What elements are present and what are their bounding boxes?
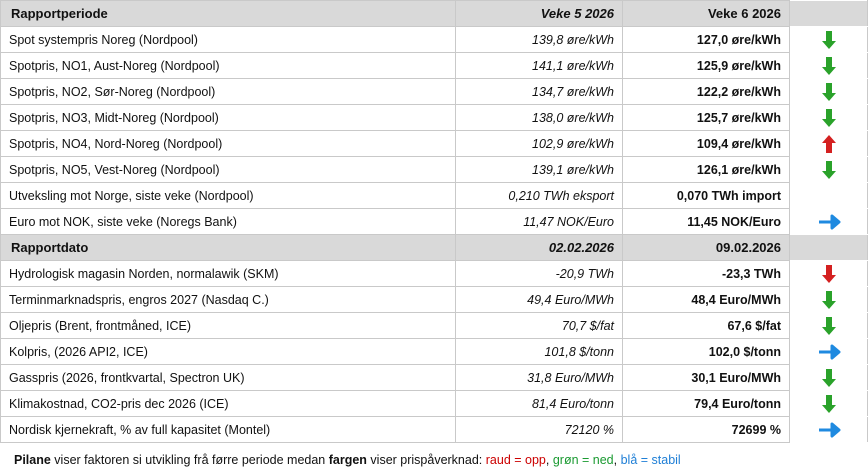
footnote-sep-2: , bbox=[613, 453, 621, 467]
row-label: Spotpris, NO5, Vest-Noreg (Nordpool) bbox=[1, 157, 456, 183]
row-current-value: 125,7 øre/kWh bbox=[623, 105, 790, 131]
footnote-bold-pilane: Pilane bbox=[14, 453, 51, 467]
row-previous-value: 141,1 øre/kWh bbox=[456, 53, 623, 79]
table-row bbox=[1, 417, 868, 443]
right-arrow-icon bbox=[790, 417, 868, 443]
table-row bbox=[1, 53, 868, 79]
row-current-value: 30,1 Euro/MWh bbox=[623, 365, 790, 391]
table-row bbox=[1, 209, 868, 235]
row-label: Spotpris, NO1, Aust-Noreg (Nordpool) bbox=[1, 53, 456, 79]
table-row bbox=[1, 27, 868, 53]
down-arrow-icon bbox=[790, 313, 868, 339]
footnote bbox=[0, 443, 867, 467]
row-current-value: -23,3 TWh bbox=[623, 261, 790, 287]
row-previous-value: -20,9 TWh bbox=[456, 261, 623, 287]
right-arrow-icon bbox=[790, 339, 868, 365]
table-row bbox=[1, 287, 868, 313]
section-header-label: Rapportdato bbox=[1, 235, 456, 261]
row-current-value: 127,0 øre/kWh bbox=[623, 27, 790, 53]
down-arrow-icon bbox=[790, 157, 868, 183]
section-header-current: 09.02.2026 bbox=[623, 235, 790, 261]
row-previous-value: 138,0 øre/kWh bbox=[456, 105, 623, 131]
row-label: Hydrologisk magasin Norden, normalawik (SKM) bbox=[1, 261, 456, 287]
table-row bbox=[1, 391, 868, 417]
row-label: Klimakostnad, CO2-pris dec 2026 (ICE) bbox=[1, 391, 456, 417]
row-label: Gasspris (2026, frontkvartal, Spectron UK) bbox=[1, 365, 456, 391]
row-label: Spotpris, NO3, Midt-Noreg (Nordpool) bbox=[1, 105, 456, 131]
row-label: Oljepris (Brent, frontmåned, ICE) bbox=[1, 313, 456, 339]
row-previous-value: 49,4 Euro/MWh bbox=[456, 287, 623, 313]
row-previous-value: 81,4 Euro/tonn bbox=[456, 391, 623, 417]
row-current-value: 79,4 Euro/tonn bbox=[623, 391, 790, 417]
footnote-text-2: viser prispåverknad: bbox=[366, 453, 486, 467]
table-section-header-row bbox=[1, 235, 868, 261]
table-row bbox=[1, 157, 868, 183]
arrow-cell bbox=[790, 1, 868, 27]
row-current-value: 109,4 øre/kWh bbox=[623, 131, 790, 157]
row-previous-value: 101,8 $/tonn bbox=[456, 339, 623, 365]
row-current-value: 11,45 NOK/Euro bbox=[623, 209, 790, 235]
row-current-value: 67,6 $/fat bbox=[623, 313, 790, 339]
row-label: Terminmarknadspris, engros 2027 (Nasdaq C.) bbox=[1, 287, 456, 313]
table-body bbox=[1, 1, 868, 443]
right-arrow-icon bbox=[790, 209, 868, 235]
row-previous-value: 11,47 NOK/Euro bbox=[456, 209, 623, 235]
table-row bbox=[1, 79, 868, 105]
down-arrow-icon bbox=[790, 261, 868, 287]
down-arrow-icon bbox=[790, 27, 868, 53]
row-previous-value: 139,1 øre/kWh bbox=[456, 157, 623, 183]
row-previous-value: 102,9 øre/kWh bbox=[456, 131, 623, 157]
table-row bbox=[1, 131, 868, 157]
arrow-cell bbox=[790, 235, 868, 261]
table-row bbox=[1, 313, 868, 339]
row-current-value: 102,0 $/tonn bbox=[623, 339, 790, 365]
section-header-previous: 02.02.2026 bbox=[456, 235, 623, 261]
footnote-bold-fargen: fargen bbox=[328, 453, 367, 467]
legend-green: grøn = ned bbox=[552, 453, 614, 467]
down-arrow-icon bbox=[790, 53, 868, 79]
row-label: Spotpris, NO4, Nord-Noreg (Nordpool) bbox=[1, 131, 456, 157]
table-section-header-row bbox=[1, 1, 868, 27]
row-label: Utveksling mot Norge, siste veke (Nordpool) bbox=[1, 183, 456, 209]
section-header-current: Veke 6 2026 bbox=[623, 1, 790, 27]
row-previous-value: 0,210 TWh eksport bbox=[456, 183, 623, 209]
row-label: Spot systempris Noreg (Nordpool) bbox=[1, 27, 456, 53]
row-previous-value: 31,8 Euro/MWh bbox=[456, 365, 623, 391]
row-label: Euro mot NOK, siste veke (Noregs Bank) bbox=[1, 209, 456, 235]
table-row bbox=[1, 183, 868, 209]
table-row bbox=[1, 339, 868, 365]
down-arrow-icon bbox=[790, 391, 868, 417]
legend-blue: blå = stabil bbox=[620, 453, 681, 467]
table-row bbox=[1, 365, 868, 391]
row-label: Spotpris, NO2, Sør-Noreg (Nordpool) bbox=[1, 79, 456, 105]
down-arrow-icon bbox=[790, 105, 868, 131]
row-current-value: 48,4 Euro/MWh bbox=[623, 287, 790, 313]
row-previous-value: 70,7 $/fat bbox=[456, 313, 623, 339]
row-label: Nordisk kjernekraft, % av full kapasitet (Montel) bbox=[1, 417, 456, 443]
row-previous-value: 139,8 øre/kWh bbox=[456, 27, 623, 53]
up-arrow-icon bbox=[790, 131, 868, 157]
down-arrow-icon bbox=[790, 287, 868, 313]
section-header-label: Rapportperiode bbox=[1, 1, 456, 27]
down-arrow-icon bbox=[790, 365, 868, 391]
table-row bbox=[1, 105, 868, 131]
row-previous-value: 72120 % bbox=[456, 417, 623, 443]
row-current-value: 72699 % bbox=[623, 417, 790, 443]
row-previous-value: 134,7 øre/kWh bbox=[456, 79, 623, 105]
row-current-value: 126,1 øre/kWh bbox=[623, 157, 790, 183]
row-current-value: 0,070 TWh import bbox=[623, 183, 790, 209]
row-current-value: 122,2 øre/kWh bbox=[623, 79, 790, 105]
legend-red: raud = opp bbox=[485, 453, 546, 467]
section-header-previous: Veke 5 2026 bbox=[456, 1, 623, 27]
down-arrow-icon bbox=[790, 79, 868, 105]
arrow-cell bbox=[790, 183, 868, 209]
table-row bbox=[1, 261, 868, 287]
row-current-value: 125,9 øre/kWh bbox=[623, 53, 790, 79]
footnote-text-1: viser faktoren si utvikling frå førre periode medan bbox=[50, 453, 329, 467]
row-label: Kolpris, (2026 API2, ICE) bbox=[1, 339, 456, 365]
footnote-sep-1: , bbox=[545, 453, 553, 467]
